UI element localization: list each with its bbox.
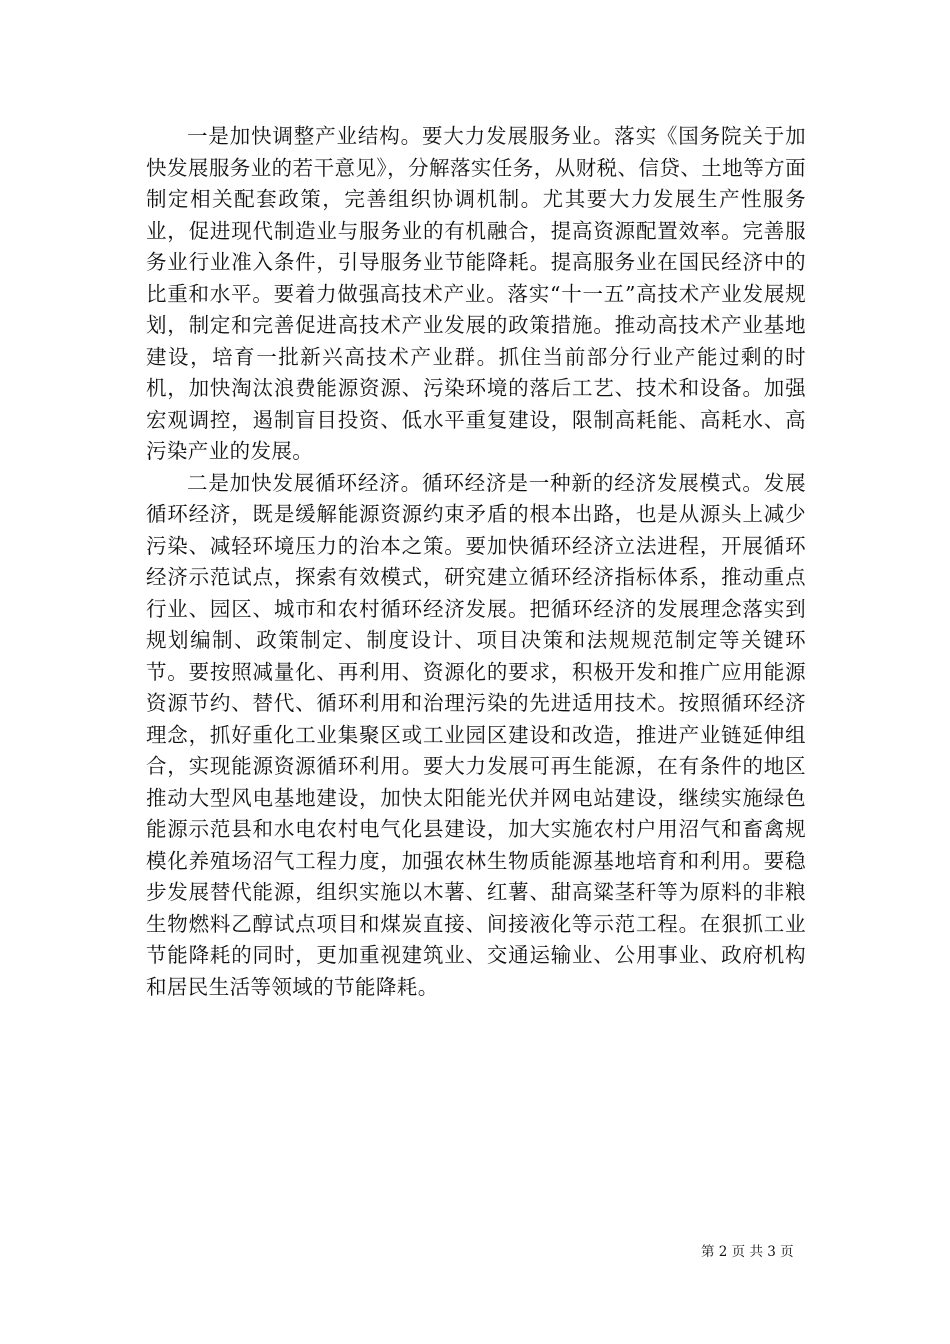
page-number-footer: 第 2 页 共 3 页 [701,1244,794,1260]
paragraph-circular-economy: 二是加快发展循环经济。循环经济是一种新的经济发展模式。发展循环经济，既是缓解能源资源约束矛盾的根本出路，也是从源头上减少污染、减轻环境压力的治本之策。要加快循环经济立法进程，开展循环经济示范试点，探索有效模式，研究建立循环经济指标体系，推动重点行业、园区、城市和农村循环经济发展。把循环经济的发展理念落实到规划编制、政策制定、制度设计、项目决策和法规规范制定等关键环节。要按照减量化、再利用、资源化的要求，积极开发和推广应用能源资源节约、替代、循环利用和治理污染的先进适用技术。按照循环经济理念，抓好重化工业集聚区或工业园区建设和改造，推进产业链延伸组合，实现能源资源循环利用。要大力发展可再生能源，在有条件的地区推动大型风电基地建设，加快太阳能光伏并网电站建设，继续实施绿色能源示范县和水电农村电气化县建设，加大实施农村户用沼气和畜禽规模化养殖场沼气工程力度，加强农林生物质能源基地培育和利用。要稳步发展替代能源，组织实施以木薯、红薯、甜高粱茎秆等为原料的非粮生物燃料乙醇试点项目和煤炭直接、间接液化等示范工程。在狠抓工业节能降耗的同时，更加重视建筑业、交通运输业、公用事业、政府机构和居民生活等领域的节能降耗。 [146,470,806,999]
document-body [146,121,806,1003]
paragraph-industrial-structure: 一是加快调整产业结构。要大力发展服务业。落实《国务院关于加快发展服务业的若干意见》，分解落实任务，从财税、信贷、土地等方面制定相关配套政策，完善组织协调机制。尤其要大力发展生产性服务业，促进现代制造业与服务业的有机融合，提高资源配置效率。完善服务业行业准入条件，引导服务业节能降耗。提高服务业在国民经济中的比重和水平。要着力做强高技术产业。落实“十一五”高技术产业发展规划，制定和完善促进高技术产业发展的政策措施。推动高技术产业基地建设，培育一批新兴高技术产业群。抓住当前部分行业产能过剩的时机，加快淘汰浪费能源资源、污染环境的落后工艺、技术和设备。加强宏观调控，遏制盲目投资、低水平重复建设，限制高耗能、高耗水、高污染产业的发展。 [146,124,806,463]
